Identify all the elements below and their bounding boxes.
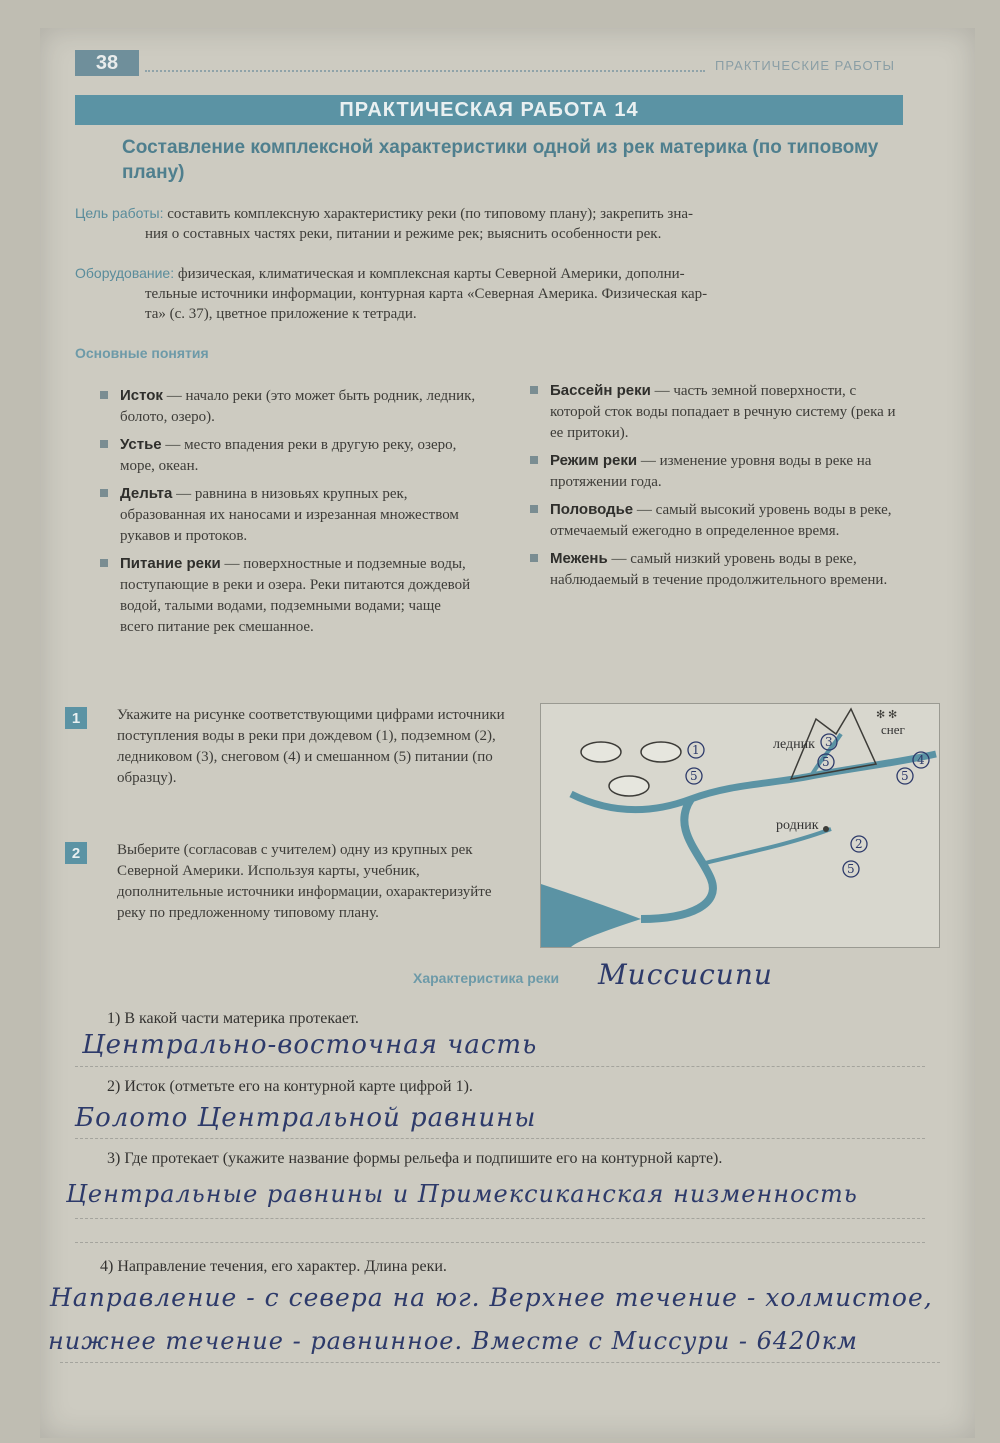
work-subtitle: Составление комплексной характеристики одной из рек материка (по типовому плану) [122, 137, 879, 183]
answer-line [75, 1218, 925, 1219]
delta [541, 884, 641, 947]
glacier-label: ледник [773, 737, 815, 752]
equipment-text-1: физическая, климатическая и комплексная карты Северной Америки, дополни- [177, 266, 685, 282]
concept-term: Дельта [120, 485, 173, 502]
goal-label: Цель работы: [75, 205, 164, 221]
work-title-banner: ПРАКТИЧЕСКАЯ РАБОТА 14 [75, 95, 903, 125]
concept-item [528, 450, 908, 493]
concept-term: Режим реки [550, 452, 638, 469]
equipment-paragraph [75, 263, 910, 324]
snow-icon: ✻ ✻ [876, 709, 898, 721]
concept-term: Питание реки [120, 555, 221, 572]
mark-spring-mixed: 5 [847, 862, 855, 876]
characteristic-title: Характеристика реки [413, 970, 560, 986]
concept-item [528, 499, 908, 542]
equipment-label: Оборудование: [75, 265, 175, 281]
section-header: ПРАКТИЧЕСКИЕ РАБОТЫ [715, 58, 896, 73]
answer-line [75, 1138, 925, 1139]
answer-line [60, 1362, 940, 1363]
question-2: 2) Исток (отметьте его на контурной карте цифрой 1). [107, 1078, 473, 1095]
concept-definition: — часть земной поверхности, с которой сток воды попадает в речную систему (река и ее притоки). [550, 383, 896, 441]
bullet-icon [100, 391, 108, 399]
concepts-title: Основные понятия [75, 345, 209, 361]
mark-rain-mixed: 5 [690, 769, 698, 783]
cloud-icon [609, 776, 649, 796]
mark-snow-mixed: 5 [901, 769, 909, 783]
question-3: 3) Где протекает (укажите название формы рельефа и подпишите его на контурной карте). [107, 1150, 723, 1167]
task-1 [60, 705, 520, 789]
task-2 [60, 840, 520, 924]
spring-label: родник [776, 818, 819, 833]
concept-item [98, 434, 478, 477]
cloud-icon [581, 742, 621, 762]
concept-item [98, 553, 478, 638]
equipment-text-3: та» (с. 37), цветное приложение к тетради. [145, 306, 417, 322]
task-text: Выберите (согласовав с учителем) одну из крупных рек Северной Америки. Используя карты, учебник, дополнительные источники информации, охарактеризуйте реку по предложенному типовому плану. [117, 842, 492, 921]
concept-term: Исток [120, 387, 163, 404]
concept-term: Межень [550, 550, 608, 567]
bullet-icon [100, 440, 108, 448]
cloud-icon [641, 742, 681, 762]
spring-point-icon [823, 826, 829, 832]
mark-snow: 4 [917, 753, 925, 767]
bullet-icon [100, 559, 108, 567]
tributary-spring [701, 829, 831, 864]
river-diagram [541, 704, 939, 947]
bullet-icon [530, 386, 538, 394]
snow-label: снег [881, 722, 905, 737]
mark-rain: 1 [692, 743, 700, 757]
answer-3-handwritten: Центральные равнины и Примексиканская низменность [66, 1180, 858, 1208]
concept-term: Устье [120, 436, 162, 453]
question-4: 4) Направление течения, его характер. Длина реки. [100, 1258, 447, 1275]
mark-glacier: 3 [825, 735, 833, 749]
concept-definition: — начало реки (это может быть родник, ледник, болото, озеро). [120, 388, 476, 425]
concepts-right-column [528, 380, 908, 597]
concept-term: Бассейн реки [550, 382, 651, 399]
river-name-handwritten: Миссисипи [598, 958, 773, 991]
answer-4-line-1-handwritten: Направление - с севера на юг. Верхнее течение - холмистое, [50, 1283, 933, 1312]
answer-line [75, 1066, 925, 1067]
answer-1-handwritten: Центрально-восточная часть [82, 1030, 538, 1060]
bullet-icon [100, 489, 108, 497]
goal-text-2: ния о составных частях реки, питании и режиме рек; выяснить особенности рек. [145, 226, 662, 242]
header-divider [145, 70, 705, 72]
mark-spring: 2 [855, 837, 863, 851]
cloud-icons [581, 742, 681, 796]
answer-4-line-2-handwritten: нижнее течение - равнинное. Вместе с Миссури - 6420км [48, 1327, 858, 1355]
page-number: 38 [75, 50, 139, 76]
concept-definition: — равнина в низовьях крупных рек, образованная их наносами и изрезанная множеством рукавов и протоков. [120, 486, 459, 544]
concept-definition: — поверхностные и подземные воды, поступающие в реки и озера. Реки питаются дождевой водой, талыми водами, подземными водами; чаще всего питание рек смешанное. [120, 556, 471, 635]
bullet-icon [530, 505, 538, 513]
concepts-left-column [98, 385, 478, 644]
bullet-icon [530, 554, 538, 562]
lower-river [641, 799, 713, 919]
concept-item [528, 548, 908, 591]
answer-2-handwritten: Болото Центральной равнины [75, 1103, 537, 1133]
bullet-icon [530, 456, 538, 464]
concept-item [98, 483, 478, 547]
task-number: 1 [65, 707, 87, 729]
concept-definition: — изменение уровня воды в реке на протяжении года. [550, 453, 872, 490]
answer-marks [686, 734, 929, 877]
task-number: 2 [65, 842, 87, 864]
goal-text-1: составить комплексную характеристику реки (по типовому плану); закрепить зна- [167, 206, 694, 222]
concept-definition: — самый высокий уровень воды в реке, отмечаемый ежегодно в определенное время. [550, 502, 892, 539]
concept-definition: — самый низкий уровень воды в реке, наблюдаемый в течение продолжительного времени. [550, 551, 888, 588]
concept-item [98, 385, 478, 428]
answer-line [75, 1242, 925, 1243]
equipment-text-2: тельные источники информации, контурная карта «Северная Америка. Физическая кар- [145, 286, 708, 302]
task-text: Укажите на рисунке соответствующими цифрами источники поступления воды в реки при дождевом (1), подземном (2), ледниковом (3), снеговом (4) и смешанном (5) питании (по образцу). [117, 707, 505, 786]
concept-term: Половодье [550, 501, 634, 518]
river-sources-figure [540, 703, 940, 948]
concept-definition: — место впадения реки в другую реку, озеро, море, океан. [120, 437, 457, 474]
mark-glacier-mixed: 5 [822, 755, 830, 769]
goal-paragraph [75, 203, 910, 244]
concept-item [528, 380, 908, 444]
question-1: 1) В какой части материка протекает. [107, 1010, 359, 1027]
